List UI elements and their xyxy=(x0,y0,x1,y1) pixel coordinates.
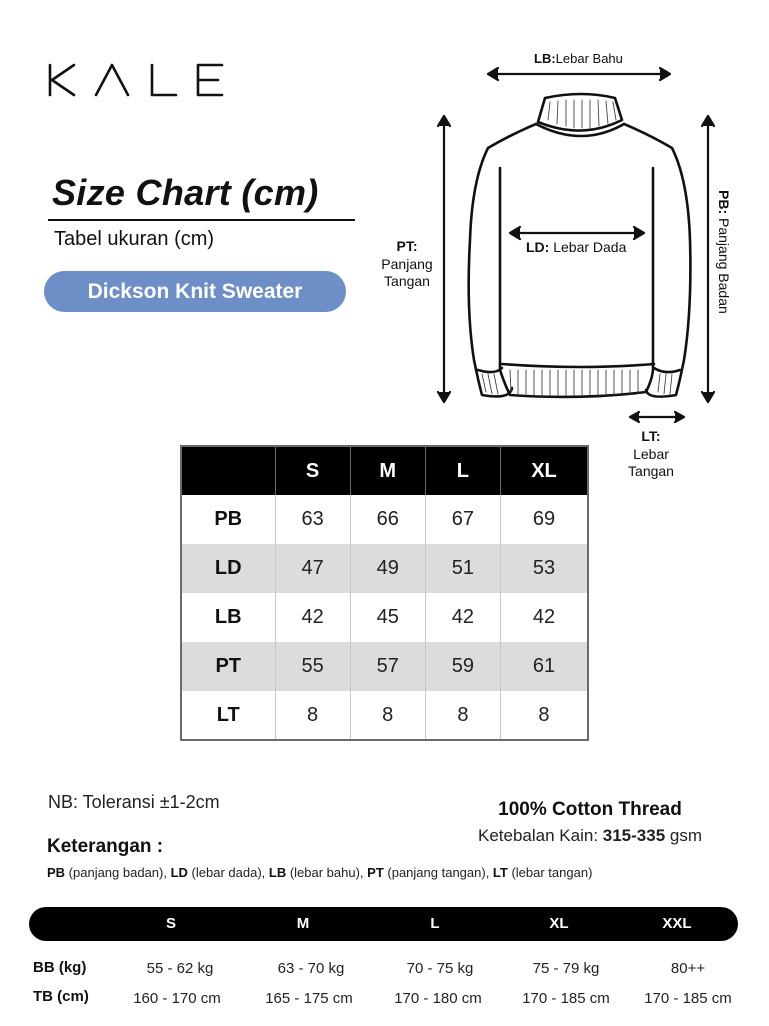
table-cell: 53 xyxy=(500,544,588,593)
size-measurement-table xyxy=(180,445,589,741)
table-cell: 42 xyxy=(425,593,500,642)
table-row xyxy=(181,593,588,642)
row-label: LB xyxy=(214,606,242,628)
fit-cell: 160 - 170 cm xyxy=(133,990,221,1007)
fit-cell: 80++ xyxy=(670,960,706,977)
ld-arrow-icon xyxy=(510,227,644,239)
table-cell: 8 xyxy=(350,691,425,740)
table-cell: 49 xyxy=(350,544,425,593)
label-panjang-tangan: PT: Panjang Tangan xyxy=(381,238,433,289)
table-cell: 66 xyxy=(350,495,425,544)
fit-cell: 55 - 62 kg xyxy=(146,960,214,977)
label-lebar-bahu: LB:Lebar Bahu xyxy=(534,51,623,66)
table-cell: 8 xyxy=(500,691,588,740)
fabric-thickness: Ketebalan Kain: 315-335 gsm xyxy=(478,826,702,845)
measurement-diagram xyxy=(370,40,769,490)
legend-text: PB (panjang badan), LD (lebar dada), LB (lebar bahu), PT (panjang tangan), LT (lebar tangan) xyxy=(47,865,593,880)
fit-cell: 170 - 180 cm xyxy=(394,990,482,1007)
fit-size-s: S xyxy=(165,915,176,932)
table-cell: 63 xyxy=(275,495,350,544)
title-divider xyxy=(48,219,355,221)
table-cell: 45 xyxy=(350,593,425,642)
row-label: LT xyxy=(216,703,240,726)
row-label: PT xyxy=(181,642,275,691)
fit-row-label-height: TB (cm) xyxy=(33,988,89,1005)
table-cell: 69 xyxy=(500,495,588,544)
column-header-s: S xyxy=(275,446,350,495)
fit-cell: 75 - 79 kg xyxy=(532,960,600,977)
fit-cell: 70 - 75 kg xyxy=(406,960,474,977)
table-cell: 8 xyxy=(425,691,500,740)
column-header-m: M xyxy=(350,446,425,495)
label-lebar-dada: LD: Lebar Dada xyxy=(526,239,627,255)
fit-cell: 63 - 70 kg xyxy=(277,960,345,977)
lb-arrow-icon xyxy=(488,68,670,80)
tolerance-note: NB: Toleransi ±1-2cm xyxy=(48,792,220,812)
row-label: LD xyxy=(181,544,275,593)
table-cell: 59 xyxy=(425,642,500,691)
fit-cell: 170 - 185 cm xyxy=(644,990,732,1007)
table-row xyxy=(181,495,588,544)
page-title: Size Chart (cm) xyxy=(52,172,319,213)
label-lebar-tangan: LT: Lebar Tangan xyxy=(628,428,674,479)
fit-guide-header xyxy=(29,907,738,941)
fit-row-label-weight: BB (kg) xyxy=(33,959,87,976)
table-cell: 61 xyxy=(500,642,588,691)
table-row xyxy=(181,691,588,740)
table-cell: 47 xyxy=(275,544,350,593)
table-row xyxy=(181,642,588,691)
pb-arrow-icon xyxy=(702,116,714,402)
table-cell: 67 xyxy=(425,495,500,544)
kale-logo xyxy=(46,62,226,98)
table-cell: 57 xyxy=(350,642,425,691)
page-subtitle: Tabel ukuran (cm) xyxy=(54,228,215,250)
table-cell: 42 xyxy=(275,593,350,642)
fit-size-l: L xyxy=(430,915,440,932)
column-header-l: L xyxy=(425,446,500,495)
fit-cell: 170 - 185 cm xyxy=(522,990,610,1007)
table-cell: 42 xyxy=(500,593,588,642)
fit-size-m: M xyxy=(296,915,310,932)
column-header-xl: XL xyxy=(500,446,588,495)
table-header-row xyxy=(181,446,588,495)
table-cell: 51 xyxy=(425,544,500,593)
label-panjang-badan: PB: Panjang Badan xyxy=(716,190,732,314)
table-cell: 8 xyxy=(275,691,350,740)
table-cell: 55 xyxy=(275,642,350,691)
lt-arrow-icon xyxy=(630,412,684,422)
row-label: PB xyxy=(214,508,243,530)
fit-cell: 165 - 175 cm xyxy=(265,990,353,1007)
fit-size-xxl: XXL xyxy=(662,915,692,932)
legend-title: Keterangan : xyxy=(47,836,164,857)
material-label: 100% Cotton Thread xyxy=(498,799,682,820)
product-name-badge: Dickson Knit Sweater xyxy=(44,271,346,312)
table-row xyxy=(181,544,588,593)
fit-size-xl: XL xyxy=(549,915,569,932)
table-corner-cell xyxy=(181,446,275,495)
